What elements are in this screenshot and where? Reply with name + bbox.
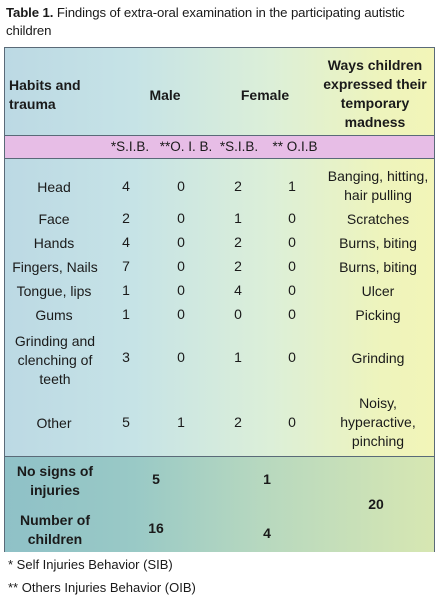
ways-total: 20 <box>368 496 384 512</box>
cell-fingers-female-sib: 2 <box>234 258 242 274</box>
ways-tongue-lips: Ulcer <box>361 283 395 299</box>
row-label-head: Head <box>37 179 71 195</box>
cell-tongue-female-sib: 4 <box>234 282 242 298</box>
no-signs-female: 1 <box>263 471 271 487</box>
header-female: Female <box>240 87 290 103</box>
row-label-fingers-nails: Fingers, Nails <box>12 259 98 275</box>
cell-gums-female-oib: 0 <box>288 306 296 322</box>
cell-grinding-female-sib: 1 <box>234 349 242 365</box>
ways-hands: Burns, biting <box>339 235 417 251</box>
subheader-female-sib: *S.I.B. <box>219 139 259 154</box>
row-label-gums: Gums <box>35 307 73 323</box>
cell-tongue-male-sib: 1 <box>122 282 130 298</box>
number-female: 4 <box>263 525 271 541</box>
row-label-grinding: Grinding and clenching of teeth <box>14 333 96 387</box>
subheader-male-oib: **O. I. B. <box>159 139 213 154</box>
cell-gums-male-oib: 0 <box>177 306 185 322</box>
ways-face: Scratches <box>346 211 410 227</box>
row-label-tongue-lips: Tongue, lips <box>16 283 92 299</box>
caption-text: Findings of extra-oral examination in the participating autistic children <box>6 5 405 38</box>
cell-head-male-sib: 4 <box>122 178 130 194</box>
cell-hands-female-oib: 0 <box>288 234 296 250</box>
number-male: 16 <box>148 520 164 536</box>
subheader-female-oib: ** O.I.B <box>272 139 318 154</box>
row-label-face: Face <box>38 211 70 227</box>
no-signs-male: 5 <box>152 471 160 487</box>
cell-grinding-male-sib: 3 <box>122 349 130 365</box>
cell-head-male-oib: 0 <box>177 178 185 194</box>
cell-head-female-oib: 1 <box>288 178 296 194</box>
cell-other-male-oib: 1 <box>177 414 185 430</box>
cell-face-male-sib: 2 <box>122 210 130 226</box>
cell-gums-female-sib: 0 <box>234 306 242 322</box>
ways-grinding: Grinding <box>351 350 405 366</box>
no-signs-label: No signs of injuries <box>16 463 94 498</box>
ways-other: Noisy, hyperactive, pinching <box>340 395 416 449</box>
row-label-hands: Hands <box>33 235 75 251</box>
row-label-other: Other <box>36 415 72 431</box>
cell-other-male-sib: 5 <box>122 414 130 430</box>
cell-grinding-female-oib: 0 <box>288 349 296 365</box>
cell-tongue-male-oib: 0 <box>177 282 185 298</box>
cell-face-male-oib: 0 <box>177 210 185 226</box>
cell-other-female-sib: 2 <box>234 414 242 430</box>
footnote-sib: * Self Injuries Behavior (SIB) <box>8 557 173 572</box>
cell-other-female-oib: 0 <box>288 414 296 430</box>
subheader-male-sib: *S.I.B. <box>110 139 150 154</box>
cell-tongue-female-oib: 0 <box>288 282 296 298</box>
number-of-children-label: Number of children <box>20 512 90 547</box>
cell-hands-male-sib: 4 <box>122 234 130 250</box>
footnote-oib: ** Others Injuries Behavior (OIB) <box>8 580 196 595</box>
caption-label: Table 1. <box>6 5 54 20</box>
cell-fingers-female-oib: 0 <box>288 258 296 274</box>
cell-gums-male-sib: 1 <box>122 306 130 322</box>
summary-section <box>5 456 434 552</box>
subheader-row <box>5 135 434 159</box>
cell-face-female-oib: 0 <box>288 210 296 226</box>
cell-fingers-male-sib: 7 <box>122 258 130 274</box>
header-habits: Habits and trauma <box>9 77 81 112</box>
cell-fingers-male-oib: 0 <box>177 258 185 274</box>
table-caption <box>6 4 431 40</box>
cell-face-female-sib: 1 <box>234 210 242 226</box>
cell-grinding-male-oib: 0 <box>177 349 185 365</box>
ways-fingers-nails: Burns, biting <box>339 259 417 275</box>
cell-hands-male-oib: 0 <box>177 234 185 250</box>
header-male: Male <box>149 87 181 103</box>
header-ways: Ways children expressed their temporary madness <box>323 57 427 130</box>
ways-gums: Picking <box>355 307 401 323</box>
cell-hands-female-sib: 2 <box>234 234 242 250</box>
findings-table <box>4 47 435 552</box>
ways-head: Banging, hitting, hair pulling <box>327 168 429 203</box>
cell-head-female-sib: 2 <box>234 178 242 194</box>
